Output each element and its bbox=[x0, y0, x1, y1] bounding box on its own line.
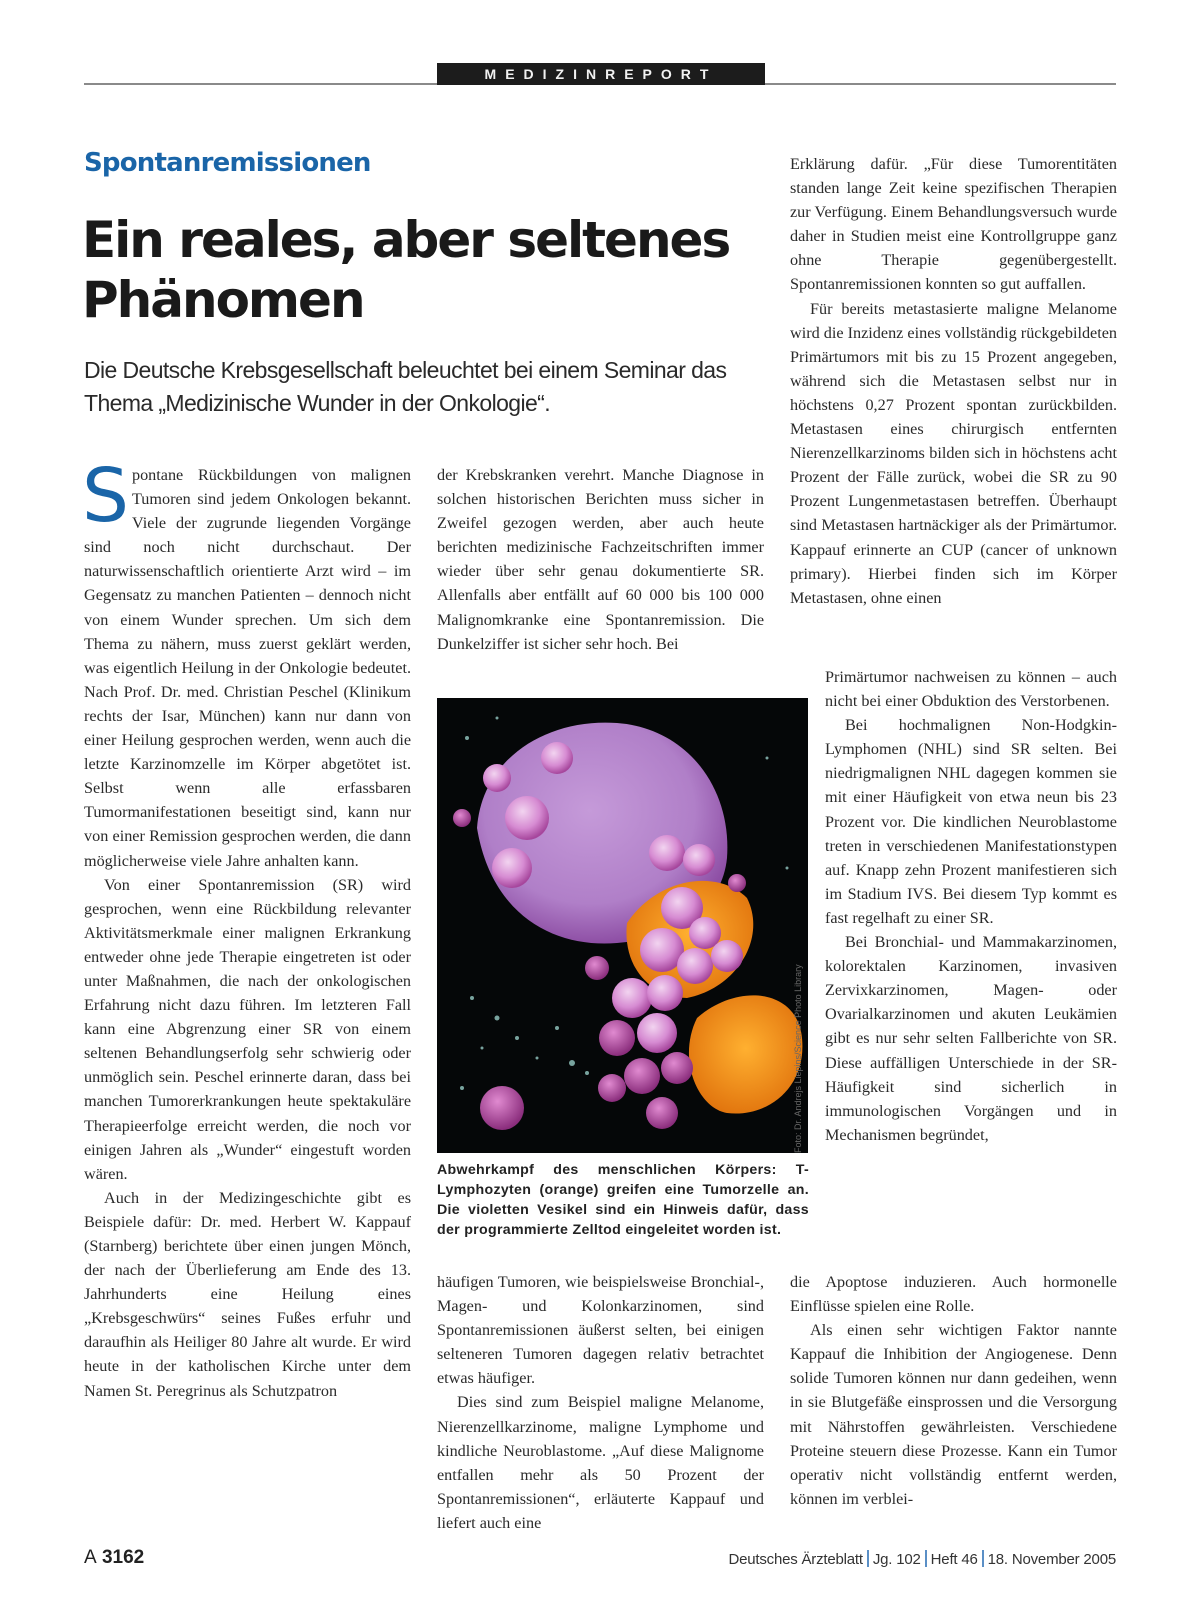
volume: Jg. 102 bbox=[872, 1551, 921, 1568]
paragraph: Erklärung dafür. „Für diese Tumorentitäten standen lange Zeit keine spezifischen Therapien zur Verfügung. Einem Behandlungsversuch wurde daher in Studien meist eine Kontrollgruppe ganz ohne Therapie gegenübergestellt. Spontanremissionen konnten so gut auffallen. bbox=[790, 155, 1117, 294]
paragraph: Spontane Rückbildungen von malignen Tumoren sind jedem Onkologen bekannt. Viele der zugrunde liegenden Vorgänge sind noch nicht durchschaut. Der naturwissenschaftlich orientierte Arzt wird – im Gegensatz zu manchen Patienten – dennoch nicht von einem Wunder sprechen. Um sich dem Thema zu nähern, muss zuerst geklärt werden, was eigentlich Heilung in der Onkologie bedeutet. Nach Prof. Dr. med. Christian Peschel (Klinikum rechts der Isar, München) kann nur dann von einer Heilung gesprochen werden, wenn auch die letzte Karzinomzelle im Körper abgetötet ist. Selbst wenn alle erfassbaren Tumormanifestationen beseitigt sind, kann nur von einer Remission gesprochen werden, die dann möglicherweise viele Jahre anhalten kann. bbox=[82, 453, 411, 870]
issue: Heft 46 bbox=[930, 1551, 978, 1568]
page-number: A 3162 bbox=[84, 1547, 145, 1568]
paragraph: Als einen sehr wichtigen Faktor nannte Kappauf die Inhibition der Angiogenese. Denn solide Tumoren können nur dann gedeihen, wenn in sie Blutgefäße einsprossen und die Versorgung mit Nährstoffen gewährleisten. Verschiedene Proteine steuern diese Prozesse. Kann ein Tumor operativ nicht vollständig entfernt werden, können im verblei- bbox=[790, 1321, 1117, 1508]
paragraph: die Apoptose induzieren. Auch hormonelle Einflüsse spielen eine Rolle. bbox=[790, 1273, 1117, 1316]
body-column-3-middle bbox=[825, 665, 1117, 1147]
body-column-1 bbox=[82, 453, 411, 1403]
journal-meta bbox=[728, 1550, 1116, 1568]
dropcap: S bbox=[82, 453, 129, 539]
paragraph: Von einer Spontanremission (SR) wird gesprochen, wenn eine Rückbildung relevanter Aktivitätsmerkmale einer malignen Erkrankung entweder ohne jede Therapie eingetreten ist oder unter Maßnahmen, die nach der onkologischen Erfahrung nicht dazu führen. Im letzteren Fall kann eine Abgrenzung einer SR von einem seltenen Behandlungserfolg sehr schwierig oder unmöglich sein. Peschel erinnerte daran, dass bei manchen Tumorerkrankungen heute spektakuläre Therapieerfolge erreicht werden, die noch vor einigen Jahren als „Wunder“ eingestuft worden wären. bbox=[84, 875, 411, 1183]
micrograph-image bbox=[437, 698, 808, 1153]
section-tag: MEDIZINREPORT bbox=[437, 63, 765, 85]
paragraph: häufigen Tumoren, wie beispielsweise Bronchial-, Magen- und Kolonkarzinomen, sind Spontanremissionen äußerst selten, bei einigen selteneren Tumoren dagegen relativ betrachtet etwas häufiger. bbox=[437, 1273, 764, 1388]
separator bbox=[867, 1550, 869, 1567]
body-column-3-top bbox=[790, 152, 1117, 610]
headline-line-1: Ein reales, aber seltenes bbox=[82, 211, 730, 269]
paragraph: Bei Bronchial- und Mammakarzinomen, kolorektalen Karzinomen, invasiven Zervixkarzinomen, Magen- oder Ovarialkarzinomen und akuten Leukämien gibt es nur sehr selten Fallberichte von SR. Diese auffälligen Unterschiede in der SR-Häufigkeit sind sicherlich in immunologischen Vorgängen und in Mechanismen begründet, bbox=[825, 933, 1117, 1144]
paragraph: Für bereits metastasierte maligne Melanome wird die Inzidenz eines vollständig rückgebildeten Primärtumors mit bis zu 15 Prozent angegeben, während sich die Metastasen selbst nur in höchstens 0,27 Prozent spontan zurückbilden. Metastasen eines chirurgisch entfernten Nierenzellkarzinoms bilden sich in höchstens acht Prozent der Fälle zurück, wobei die SR zu 90 Prozent Lungenmetastasen betreffen. Überhaupt sind Metastasen hartnäckiger als der Primärtumor. Kappauf erinnerte an CUP (cancer of unknown primary). Hierbei finden sich im Körper Metastasen, ohne einen bbox=[790, 299, 1117, 607]
journal-name: Deutsches Ärzteblatt bbox=[728, 1551, 863, 1568]
paragraph: Dies sind zum Beispiel maligne Melanome, Nierenzellkarzinome, maligne Lymphome und kindliche Neuroblastome. „Auf diese Malignome entfallen mehr als 50 Prozent der Spontanremissionen“, erläuterte Kappauf und liefert auch eine bbox=[437, 1393, 764, 1532]
body-column-2-bottom bbox=[437, 1270, 764, 1535]
article-standfirst: Die Deutsche Krebsgesellschaft beleuchtet bei einem Seminar das Thema „Medizinische Wunder in der Onkologie“. bbox=[84, 357, 727, 416]
figure-caption: Abwehrkampf des menschlichen Körpers: T-Lymphozyten (orange) greifen eine Tumorzelle an. Die violetten Vesikel sind ein Hinweis dafür, dass der programmierte Zelltod eingeleitet worden ist. bbox=[437, 1162, 809, 1238]
paragraph: Bei hochmalignen Non-Hodgkin-Lymphomen (NHL) sind SR selten. Bei niedrigmalignen NHL dagegen kommen sie mit einer Häufigkeit von etwa neun bis 23 Prozent vor. Die kindlichen Neuroblastome treten in verschiedenen Manifestationstypen auf. Knapp zehn Prozent manifestieren sich im Stadium IVS. Bei diesem Typ kommt es fast regelhaft zu einer SR. bbox=[825, 716, 1117, 927]
photo-credit: Foto: Dr. Andrejs Liepins/Science Photo Library bbox=[793, 964, 803, 1153]
paragraph: Primärtumor nachweisen zu können – auch nicht bei einer Obduktion des Verstorbenen. bbox=[825, 668, 1117, 711]
paragraph: Auch in der Medizingeschichte gibt es Beispiele dafür: Dr. med. Herbert W. Kappauf (Starnberg) berichtete über einen jungen Mönch, der nach der Überlieferung am Ende des 13. Jahrhunderts eine Heilung eines „Krebsgeschwürs“ seines Fußes erfuhr und daraufhin als Heiliger 80 Jahre alt wurde. Er wird heute in der katholischen Kirche unter dem Namen St. Peregrinus als Schutzpatron bbox=[84, 1188, 411, 1400]
body-column-3-bottom bbox=[790, 1270, 1117, 1511]
separator bbox=[982, 1550, 984, 1567]
tumor-cell-illustration bbox=[437, 698, 808, 1153]
headline-line-2: Phänomen bbox=[82, 271, 364, 329]
paragraph: der Krebskranken verehrt. Manche Diagnose in solchen historischen Berichten muss sicher in Zweifel gezogen werden, aber auch heute berichten medizinische Fachzeitschriften immer wieder über sehr genau dokumentierte SR. Allenfalls aber entfällt auf 60 000 bis 100 000 Malignomkranke eine Spontanremission. Die Dunkelziffer ist sicher sehr hoch. Bei bbox=[437, 466, 764, 653]
issue-date: 18. November 2005 bbox=[987, 1551, 1116, 1568]
article-kicker: Spontanremissionen bbox=[84, 148, 371, 178]
separator bbox=[925, 1550, 927, 1567]
body-column-2-top bbox=[437, 463, 764, 656]
article-headline bbox=[82, 210, 762, 330]
